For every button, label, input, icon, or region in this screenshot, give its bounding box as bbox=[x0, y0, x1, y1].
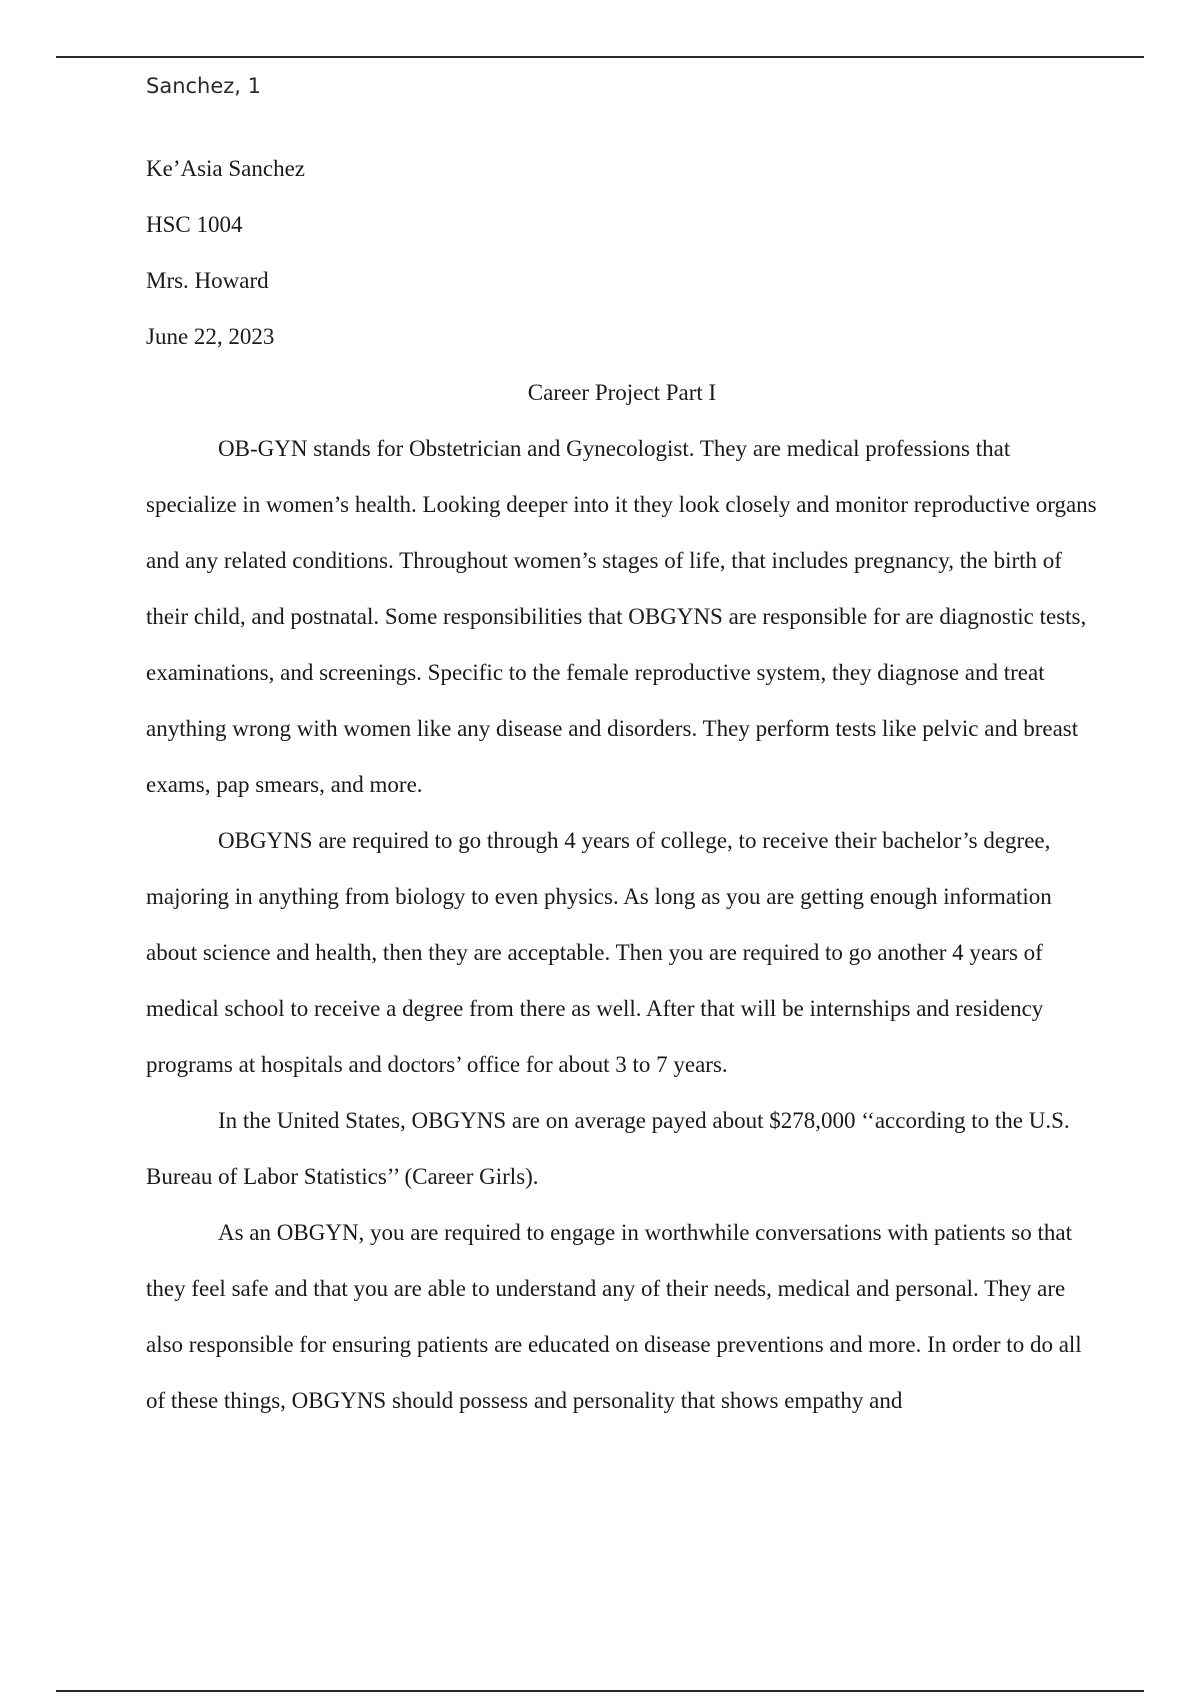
header-rule bbox=[56, 56, 1144, 58]
running-head: Sanchez, 1 bbox=[146, 74, 262, 98]
instructor-name: Mrs. Howard bbox=[146, 268, 269, 293]
course-code: HSC 1004 bbox=[146, 212, 243, 237]
paragraph-salary: In the United States, OBGYNS are on average payed about $278,000 ‘‘according to the U.S. Bureau of Labor Statistics’’ (Career Girls). bbox=[146, 1108, 1070, 1189]
date-line: June 22, 2023 bbox=[146, 324, 275, 349]
footer-rule bbox=[56, 1690, 1144, 1692]
paragraph-duties: OB-GYN stands for Obstetrician and Gynecologist. They are medical professions that specialize in women’s health. Looking deeper into it they look closely and monitor reproductive organs and any related conditions. Throughout women’s stages of life, that includes pregnancy, the birth of their child, and postnatal. Some responsibilities that OBGYNS are responsible for are diagnostic tests, examinations, and screenings. Specific to the female reproductive system, they diagnose and treat anything wrong with women like any disease and disorders. They perform tests like pelvic and breast exams, pap smears, and more. bbox=[146, 436, 1097, 797]
paragraph-skills: As an OBGYN, you are required to engage in worthwhile conversations with patients so that they feel safe and that you are able to understand any of their needs, medical and personal. They are also responsible for ensuring patients are educated on disease preventions and more. In order to do all of these things, OBGYNS should possess and personality that shows empathy and bbox=[146, 1220, 1082, 1413]
document-body bbox=[146, 141, 1098, 1429]
document-title: Career Project Part I bbox=[527, 380, 717, 405]
author-name: Ke’Asia Sanchez bbox=[146, 156, 306, 181]
paragraph-education: OBGYNS are required to go through 4 years of college, to receive their bachelor’s degree, majoring in anything from biology to even physics. As long as you are getting enough information about science and health, then they are acceptable. Then you are required to go another 4 years of medical school to receive a degree from there as well. After that will be internships and residency programs at hospitals and doctors’ office for about 3 to 7 years. bbox=[146, 828, 1052, 1077]
